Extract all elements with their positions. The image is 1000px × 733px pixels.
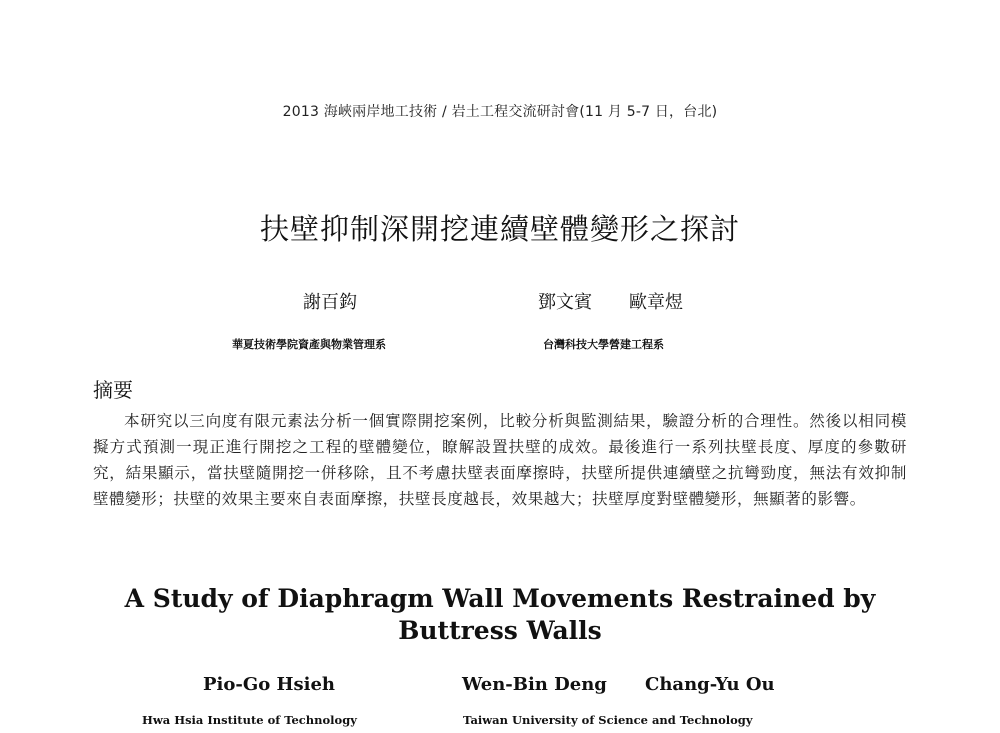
affiliation-en-1: Hwa Hsia Institute of Technology [142, 713, 357, 727]
paper-title-chinese: 扶壁抑制深開挖連續壁體變形之探討 [259, 212, 740, 246]
author-en-2: Wen-Bin Deng [462, 674, 607, 695]
author-zh-3: 歐章煜 [629, 292, 683, 313]
author-zh-2: 鄧文賓 [538, 292, 592, 313]
affiliation-zh-2: 台灣科技大學營建工程系 [543, 338, 664, 351]
affiliation-zh-1: 華夏技術學院資產與物業管理系 [232, 338, 386, 351]
paper-title-english: A Study of Diaphragm Wall Movements Restrained by Buttress Walls [124, 584, 876, 645]
abstract-heading: 摘要 [93, 378, 133, 402]
author-zh-1: 謝百鈎 [303, 292, 357, 313]
author-en-3: Chang-Yu Ou [645, 674, 775, 695]
affiliation-en-2: Taiwan University of Science and Technology [463, 713, 753, 727]
author-en-1: Pio-Go Hsieh [203, 674, 336, 695]
conference-header: 2013 海峽兩岸地工技術 / 岩土工程交流研討會(11 月 5-7 日，台北) [282, 104, 718, 120]
abstract-body: 本研究以三向度有限元素法分析一個實際開挖案例，比較分析與監測結果，驗證分析的合理性。然後以相同模擬方式預測一現正進行開挖之工程的壁體變位，瞭解設置扶壁的成效。最後進行一系列扶壁長度、厚度的參數研究，結果顯示，當扶壁隨開挖一併移除，且不考慮扶壁表面摩擦時，扶壁所提供連續壁之抗彎勁度，無法有效抑制壁體變形；扶壁的效果主要來自表面摩擦，扶壁長度越長，效果越大；扶壁厚度對壁體變形，無顯著的影響。 [93, 412, 907, 508]
